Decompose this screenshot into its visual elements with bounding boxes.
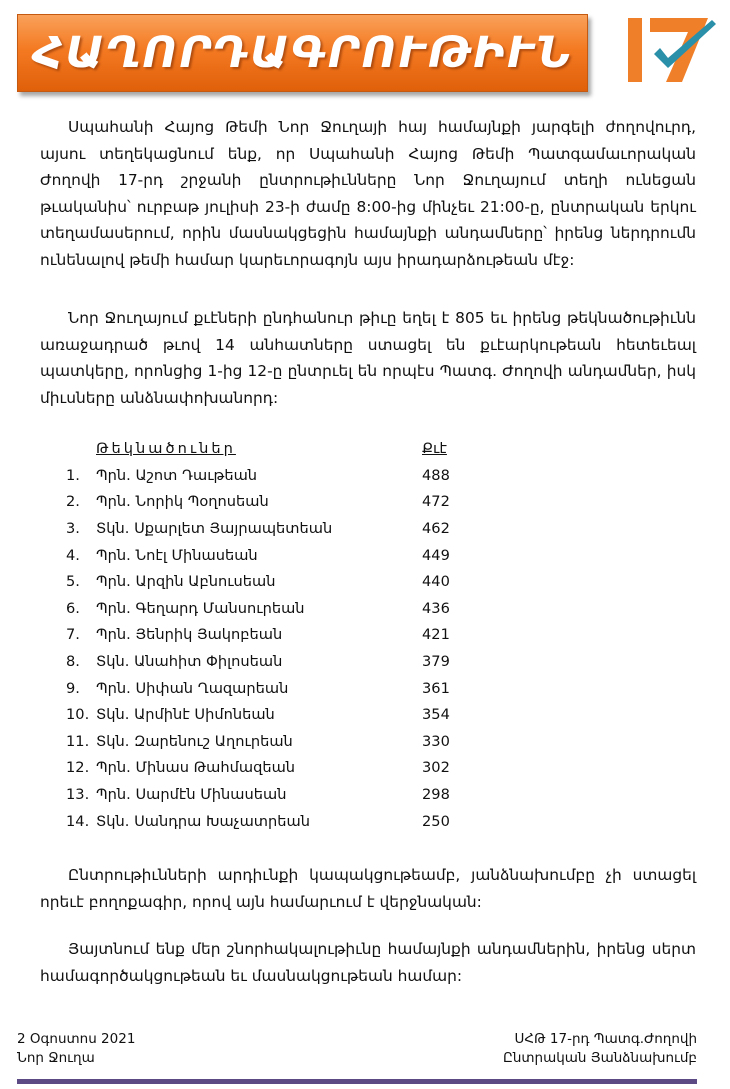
table-row: [66, 781, 466, 808]
vote-count: 250: [422, 812, 450, 830]
row-number: 8.: [66, 652, 80, 670]
footer-date-place: [17, 1030, 135, 1068]
header-votes: Քւէ: [422, 439, 447, 457]
row-number: 2.: [66, 493, 80, 511]
candidate-name: Պրն. Արզին Աբնուսեան: [96, 573, 276, 591]
row-number: 3.: [66, 519, 80, 537]
row-number: 6.: [66, 599, 80, 617]
table-row: [66, 728, 466, 755]
table-row: [66, 648, 466, 675]
vote-count: 440: [422, 573, 450, 591]
row-number: 9.: [66, 679, 80, 697]
footer-signature: [503, 1030, 697, 1068]
candidates-table: [66, 434, 466, 834]
table-row: [66, 622, 466, 649]
table-row: [66, 755, 466, 782]
row-number: 10.: [66, 706, 90, 724]
table-row: [66, 542, 466, 569]
footer-date: 2 Օգոստոս 2021: [17, 1031, 136, 1047]
candidate-name: Պրն. Մինաս Թահմազեան: [96, 759, 296, 777]
candidate-name: Տկն. Անահիտ Փիլոսեան: [96, 652, 283, 670]
table-row: [66, 701, 466, 728]
document-title: ՀԱՂՈՐԴԱԳՐՈՒԹԻՒՆ: [32, 28, 573, 78]
thanks-paragraph: Յայտնում ենք մեր շնորհակալութիւնը համայնքի անդամներին, իրենց սերտ համագործակցութեան եւ մասնակցութեան համար:: [40, 940, 696, 985]
candidate-name: Պրն. Յենրիկ Յակոբեան: [96, 626, 283, 644]
header-banner: [17, 14, 588, 92]
candidate-name: Պրն. Սիփան Ղազարեան: [96, 679, 289, 697]
candidate-name: Տկն. Սքարլետ Յայրապետեան: [96, 519, 333, 537]
candidate-name: Պրն. Նոէլ Մինասեան: [96, 546, 258, 564]
vote-count: 330: [422, 732, 450, 750]
row-number: 1.: [66, 466, 80, 484]
logo-number-text: 17: [624, 12, 626, 13]
candidate-name: Պրն. Գեղարդ Մանսուրեան: [96, 599, 305, 617]
footer-place: Նոր Ջուղա: [17, 1050, 95, 1066]
table-row: [66, 462, 466, 489]
objections-paragraph: Ընտրութիւնների արդիւնքի կապակցութեամբ, յանձնախումբը չի ստացել որեւէ բողոքագիր, որով այն համարւում է վերջնական:: [40, 866, 696, 911]
row-number: 7.: [66, 626, 80, 644]
vote-count: 361: [422, 679, 450, 697]
vote-count: 302: [422, 759, 450, 777]
vote-count: 298: [422, 785, 450, 803]
row-number: 11.: [66, 732, 90, 750]
vote-count: 379: [422, 652, 450, 670]
table-row: [66, 489, 466, 516]
table-body: [66, 462, 466, 834]
header-candidates: Թեկնածուներ: [96, 439, 236, 457]
vote-count: 488: [422, 466, 450, 484]
row-number: 5.: [66, 573, 80, 591]
vote-count: 354: [422, 706, 450, 724]
footer-org-line2: Ընտրական Յանձնախումբ: [502, 1050, 697, 1066]
candidate-name: Տկն. Արմինէ Սիմոնեան: [96, 706, 275, 724]
candidate-name: Պրն. Աշոտ Դաւթեան: [96, 466, 258, 484]
table-row: [66, 808, 466, 835]
candidate-name: Տկն. Զարենուշ Աղուրեան: [96, 732, 293, 750]
table-row: [66, 515, 466, 542]
vote-count: 449: [422, 546, 450, 564]
vote-count: 472: [422, 493, 450, 511]
row-number: 12.: [66, 759, 90, 777]
table-header: [66, 434, 466, 462]
candidate-name: Տկն. Սանդրա Խաչատրեան: [96, 812, 310, 830]
row-number: 14.: [66, 812, 90, 830]
results-paragraph: Նոր Ջուղայում քւէների ընդհանուր թիւը եղել է 805 եւ իրենց թեկնածութիւնն առաջադրած թւով 14 անհատները ստացել են քւէարկութեան հետեւեալ պատկերը, որոնցից 1-ից 12-ը ընտրւել են որպէս Պատգ. Ժողովի անդամներ, իսկ միւսները անձնափոխանորդ:: [40, 309, 696, 407]
candidate-name: Պրն. Նորիկ Պօղոսեան: [96, 493, 269, 511]
vote-count: 421: [422, 626, 450, 644]
row-number: 13.: [66, 785, 90, 803]
table-row: [66, 568, 466, 595]
candidate-name: Պրն. Սարմէն Մինասեան: [96, 785, 287, 803]
vote-count: 462: [422, 519, 450, 537]
row-number: 4.: [66, 546, 80, 564]
table-row: [66, 675, 466, 702]
intro-paragraph: Սպահանի Հայոց Թեմի Նոր Ջուղայի հայ համայնքի յարգելի ժողովուրդ, այսու տեղեկացնում ենք, որ Սպահանի Հայոց Թեմի Պատգամաւորական Ժողովի 17-րդ շրջանի ընտրութիւնները Նոր Ջուղայում տեղի ունեցան թւականիս՝ ուրբաթ յուլիսի 23-ի ժամը 8:00-ից մինչեւ 21:00-ը, ընտրական երկու տեղամասերում, որին մասնակցեցին համայնքի անդամները՝ իրենց ներդրումն ունենալով թեմի համար կարեւորագոյն այս իրադարձութեան մէջ:: [40, 118, 696, 269]
footer-divider: [17, 1079, 697, 1084]
logo-17-check-icon: [624, 12, 720, 88]
logo-digit-one: [628, 18, 642, 82]
footer-org-line1: ՍՀԹ 17-րդ Պատգ.Ժողովի: [514, 1031, 697, 1047]
vote-count: 436: [422, 599, 450, 617]
table-row: [66, 595, 466, 622]
